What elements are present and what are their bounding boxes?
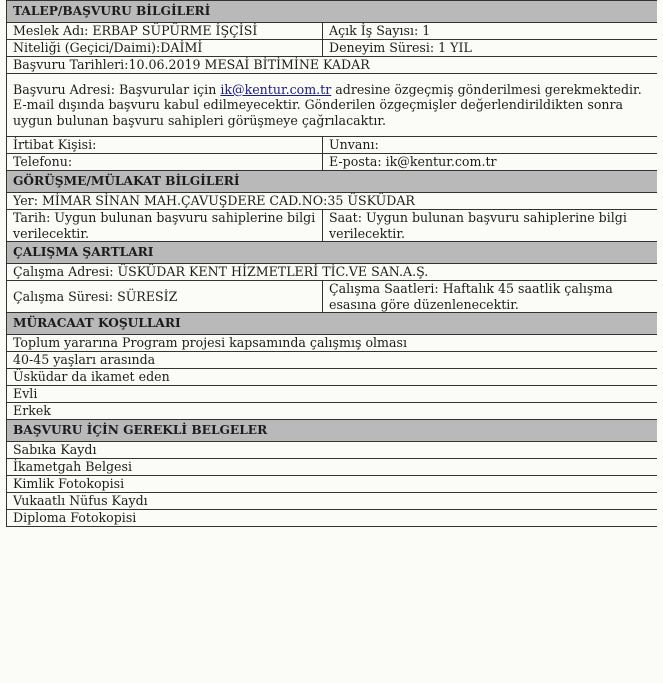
muracaat-item: 40-45 yaşları arasında: [7, 352, 658, 369]
niteligi: Niteliği (Geçici/Daimi):DAİMİ: [7, 40, 323, 57]
gorusme-yer: Yer: MİMAR SİNAN MAH.ÇAVUŞDERE CAD.NO:35 ÜSKÜDAR: [7, 193, 658, 210]
belge-item: Sabıka Kaydı: [7, 442, 658, 459]
calisma-section-header: ÇALIŞMA ŞARTLARI: [7, 242, 658, 264]
belge-item: Kimlik Fotokopisi: [7, 476, 658, 493]
belgeler-section-header: BAŞVURU İÇİN GEREKLİ BELGELER: [7, 420, 658, 442]
section-header-row: [7, 1, 658, 23]
basvuru-tarihleri: Başvuru Tarihleri:10.06.2019 MESAİ BİTİMİNE KADAR: [7, 57, 658, 74]
gorusme-saat: Saat: Uygun bulunan başvuru sahiplerine bilgi verilecektir.: [323, 210, 658, 242]
basvuru-adresi-text: adresine özgeçmiş gönderilmesi gerekmektedir. E-mail dışında başvuru kabul edilmeyecektir. Gönderilen özgeçmişler değerlendirildikten sonra uygun bulunan başvuru sahipleri görüşmeye çağrılacaktır.: [13, 81, 642, 128]
irtibat-kisisi: İrtibat Kişisi:: [7, 137, 323, 154]
calisma-suresi: Çalışma Süresi: SÜRESİZ: [7, 281, 323, 313]
acik-is-sayisi: Açık İş Sayısı: 1: [323, 23, 658, 40]
telefonu: Telefonu:: [7, 154, 323, 171]
belge-item: Diploma Fotokopisi: [7, 510, 658, 527]
talep-section-header: TALEP/BAŞVURU BİLGİLERİ: [7, 1, 658, 23]
email-link[interactable]: ik@kentur.com.tr: [220, 81, 332, 97]
calisma-saatleri: Çalışma Saatleri: Haftalık 45 saatlik çalışma esasına göre düzenlenecektir.: [323, 281, 658, 313]
basvuru-adresi: [7, 74, 658, 137]
belge-item: Vukaatlı Nüfus Kaydı: [7, 493, 658, 510]
e-posta: E-posta: ik@kentur.com.tr: [323, 154, 658, 171]
gorusme-section-header: GÖRÜŞME/MÜLAKAT BİLGİLERİ: [7, 171, 658, 193]
unvani: Unvanı:: [323, 137, 658, 154]
calisma-adresi: Çalışma Adresi: ÜSKÜDAR KENT HİZMETLERİ TİC.VE SAN.A.Ş.: [7, 264, 658, 281]
muracaat-item: Toplum yararına Program projesi kapsamında çalışmış olması: [7, 335, 658, 352]
belge-item: İkametgah Belgesi: [7, 459, 658, 476]
basvuru-adresi-prefix: Başvuru Adresi: Başvurular için: [13, 81, 221, 97]
meslek-adi: Meslek Adı: ERBAP SÜPÜRME İŞÇİSİ: [7, 23, 323, 40]
muracaat-item: Evli: [7, 386, 658, 403]
gorusme-tarih: Tarih: Uygun bulunan başvuru sahiplerine bilgi verilecektir.: [7, 210, 323, 242]
muracaat-section-header: MÜRACAAT KOŞULLARI: [7, 313, 658, 335]
muracaat-item: Erkek: [7, 403, 658, 420]
deneyim-suresi: Deneyim Süresi: 1 YIL: [323, 40, 658, 57]
job-posting-form: [6, 0, 657, 681]
form-table: [6, 0, 657, 527]
muracaat-item: Üsküdar da ikamet eden: [7, 369, 658, 386]
